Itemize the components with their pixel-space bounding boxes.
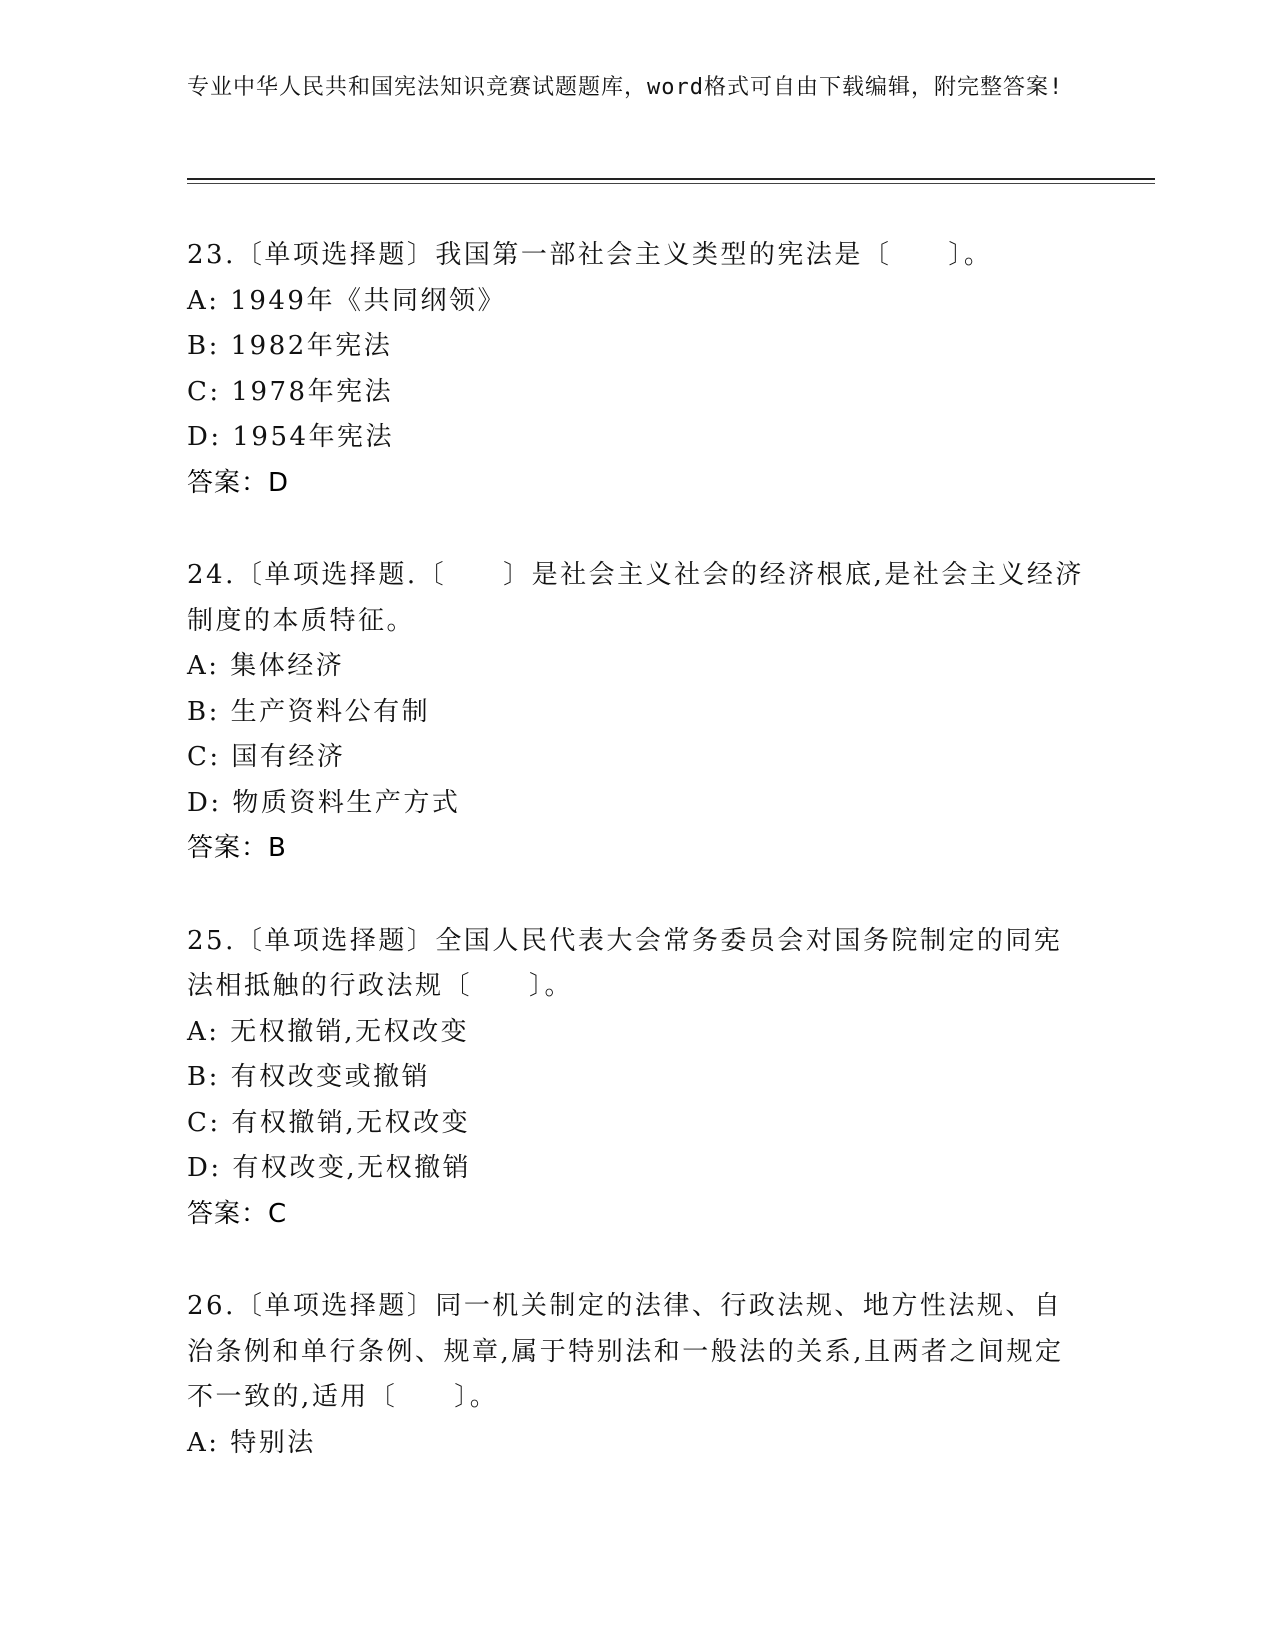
question-stem: 24.〔单项选择题.〔 〕是社会主义社会的经济根底,是社会主义经济制度的本质特征。 [187, 560, 1084, 636]
question-stem: 25.〔单项选择题〕全国人民代表大会常务委员会对国务院制定的同宪法相抵触的行政法规〔 〕。 [187, 925, 1063, 1001]
header-divider-thick [187, 178, 1155, 180]
answer-line: 答案：D [187, 467, 290, 498]
question-stem: 23.〔单项选择题〕我国第一部社会主义类型的宪法是〔 〕。 [187, 240, 993, 270]
question-24 [187, 553, 1087, 872]
option-c: C: 国有经济 [187, 742, 346, 772]
question-23 [187, 233, 1087, 506]
question-26 [187, 1284, 1087, 1466]
answer-line: 答案：B [187, 833, 287, 863]
option-b: B: 生产资料公有制 [187, 696, 431, 727]
option-d: D: 1954年宪法 [187, 422, 395, 452]
option-a: A: 特别法 [187, 1427, 316, 1458]
header-note: 专业中华人民共和国宪法知识竞赛试题题库，word格式可自由下载编辑，附完整答案! [187, 75, 1064, 100]
option-d: D: 有权改变,无权撤销 [187, 1153, 472, 1183]
header-divider-thin [187, 183, 1155, 184]
answer-line: 答案：C [187, 1198, 288, 1229]
option-a: A: 集体经济 [187, 651, 345, 681]
question-list [187, 233, 1087, 1513]
option-c: C: 1978年宪法 [187, 376, 394, 407]
question-25 [187, 919, 1087, 1238]
option-c: C: 有权撤销,无权改变 [187, 1107, 471, 1138]
option-a: A: 无权撤销,无权改变 [187, 1016, 470, 1047]
option-b: B: 1982年宪法 [187, 331, 393, 361]
option-b: B: 有权改变或撤销 [187, 1062, 431, 1092]
option-d: D: 物质资料生产方式 [187, 787, 461, 818]
option-a: A: 1949年《共同纲领》 [187, 285, 506, 316]
question-stem: 26.〔单项选择题〕同一机关制定的法律、行政法规、地方性法规、自治条例和单行条例、规章,属于特别法和一般法的关系,且两者之间规定不一致的,适用〔 〕。 [187, 1291, 1064, 1412]
